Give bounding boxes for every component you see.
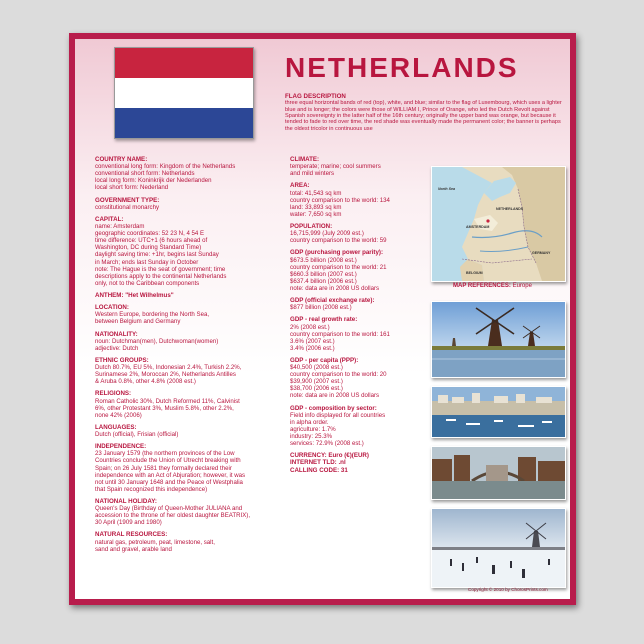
fact-label: LANGUAGES: [95, 423, 137, 431]
fact-text: temperate; marine; cool summers and mild winters [290, 163, 381, 178]
fact-label: GDP - composition by sector: [290, 404, 377, 412]
fact-section [95, 443, 279, 493]
fact-label: LOCATION: [95, 304, 129, 312]
flag-description-label: FLAG DESCRIPTION [285, 93, 346, 100]
fact-section [290, 156, 427, 177]
fact-label: GDP - per capita (PPP): [290, 356, 359, 364]
fact-label: NATIONAL HOLIDAY: [95, 497, 157, 505]
flag-band-red [115, 48, 253, 78]
flag-band-blue [115, 108, 253, 138]
fact-label: CLIMATE: [290, 156, 320, 163]
fact-text: Field info displayed for all countries in alpha order. agriculture: 1.7% industry: 25.3% services: 72.9% (2008 est.) [290, 411, 386, 448]
map-label-germany: GERMANY [532, 251, 551, 255]
fact-text: 23 January 1579 (the northern provinces of the Low Countries conclude the Union of Utrecht breaking with Spain; on 26 July 1581 they formally declared their independence with an Act of Abjuration; however, it was not until 30 January 1648 and the Peace of Westphalia that Spain recognized this independence) [95, 450, 246, 493]
map-references-label: MAP REFERENCES: [453, 283, 511, 289]
fact-text: Dutch 80.7%, EU 5%, Indonesian 2.4%, Turkish 2.2%, Surinamese 2%, Moroccan 2%, Netherlands Antilles & Aruba 0.8%, other 4.8% (2008 est.) [95, 364, 242, 386]
fact-section [290, 249, 427, 292]
map-references-value: Europe [512, 283, 532, 289]
page-title: NETHERLANDS [285, 52, 519, 83]
fact-section [95, 498, 279, 526]
fact-section [290, 405, 427, 448]
fact-section [290, 297, 427, 311]
poster-frame [69, 33, 576, 605]
fact-section [95, 292, 279, 299]
fact-text: $877 billion (2008 est.) [290, 304, 352, 312]
fact-section [95, 390, 279, 418]
fact-label: NATURAL RESOURCES: [95, 531, 168, 539]
fact-section [95, 216, 279, 287]
fact-section [95, 197, 279, 211]
fact-label: AREA: [290, 182, 310, 190]
fact-section [95, 531, 279, 552]
fact-section [290, 182, 427, 218]
canal-town-photo [431, 446, 566, 500]
fact-text: constitutional monarchy [95, 203, 160, 211]
fact-label: NATIONALITY: [95, 330, 138, 338]
fact-text: 2% (2008 est.) country comparison to the world: 161 3.6% (2007 est.) 3.4% (2006 est.) [290, 323, 390, 352]
fact-section [290, 223, 427, 244]
fact-text: noun: Dutchman(men), Dutchwoman(women) adjective: Dutch [95, 337, 219, 352]
left-column [95, 156, 279, 596]
flag-band-white [115, 78, 253, 108]
fact-section [290, 357, 427, 400]
fact-text: total: 41,543 sq km country comparison to the world: 134 land: 33,893 sq km water: 7,650 sq km [290, 189, 390, 218]
fact-label: GDP (purchasing power parity): [290, 249, 384, 257]
fact-label: ANTHEM: "Het Wilhelmus" [95, 291, 174, 299]
windmills-photo [431, 301, 566, 378]
fact-label: GDP - real growth rate: [290, 316, 358, 324]
harbor-photo [431, 386, 566, 438]
fact-text: Roman Catholic 30%, Dutch Reformed 11%, Calvinist 6%, other Protestant 3%, Muslim 5.8%, other 2.2%, none 42% (2006) [95, 397, 240, 419]
fact-text: natural gas, petroleum, peat, limestone, salt, sand and gravel, arable land [95, 538, 215, 553]
map-label-netherlands: NETHERLANDS [496, 207, 524, 211]
map-label-belgium: BELGIUM [466, 271, 483, 275]
fact-text: Western Europe, bordering the North Sea, between Belgium and Germany [95, 311, 210, 326]
fact-label: GOVERNMENT TYPE: [95, 196, 160, 204]
flag-description [285, 93, 565, 137]
fact-section [95, 424, 279, 438]
fact-label: POPULATION: [290, 222, 333, 230]
fact-text: $40,500 (2008 est.) country comparison to the world: 20 $39,900 (2007 est.) $38,700 (2006 est.) note: data are in 2008 US dollars [290, 364, 387, 400]
fact-label: RELIGIONS: [95, 390, 132, 398]
middle-column [290, 156, 427, 596]
fact-section [290, 452, 427, 474]
copyright-notice: Copyright © 2010 by ChorosPrints.com [468, 587, 548, 592]
fact-section [95, 156, 279, 192]
fact-label: ETHNIC GROUPS: [95, 356, 149, 364]
map-references [453, 283, 532, 289]
poster-panel [75, 39, 570, 599]
fact-text: Queen's Day (Birthday of Queen-Mother JULIANA and accession to the throne of her oldest daughter BEATRIX), 30 April (1909 and 1980) [95, 505, 251, 527]
fact-text: Dutch (official), Frisian (official) [95, 431, 179, 439]
fact-label: CAPITAL: [95, 215, 124, 223]
fact-section [95, 331, 279, 352]
fact-section [95, 304, 279, 325]
fact-label: GDP (official exchange rate): [290, 297, 375, 305]
fact-label: COUNTRY NAME: [95, 156, 148, 163]
fact-text: conventional long form: Kingdom of the Netherlands conventional short form: Netherlands local long form: Koninkrijk der Nederlanden local short form: Nederland [95, 163, 236, 192]
netherlands-flag-icon [114, 47, 254, 139]
map-label-north-sea: North Sea [438, 187, 455, 191]
winter-skating-photo [431, 508, 566, 588]
fact-section [95, 357, 279, 385]
fact-text: 16,715,999 (July 2009 est.) country comparison to the world: 59 [290, 230, 387, 245]
map-label-amsterdam: AMSTERDAM [466, 225, 490, 229]
fact-section [290, 316, 427, 352]
fact-text: $673.5 billion (2008 est.) country comparison to the world: 21 $660.3 billion (2007 est.) $637.4 billion (2006 est.) note: data are in 2008 US dollars [290, 256, 387, 292]
flag-description-text: three equal horizontal bands of red (top), white, and blue; similar to the flag of Luxembourg, which uses a lighter blue and is longer; the colors were those of WILLIAM I, Prince of Orange, who led the Dutch Revolt against Spanish sovereignty in the latter half of the 16th century; originally the upper band was orange, but because it tended to fade to red over time, the red shade was eventually made the permanent color; the banner is perhaps the oldest tricolor in continuous use [285, 100, 562, 132]
map-labels [432, 167, 565, 281]
fact-label: INDEPENDENCE: [95, 443, 147, 451]
country-map [431, 166, 566, 282]
fact-label: CURRENCY: Euro (€)(EUR) INTERNET TLD: .nl CALLING CODE: 31 [290, 452, 369, 474]
fact-text: name: Amsterdam geographic coordinates: 52 23 N, 4 54 E time difference: UTC+1 (6 hours ahead of Washington, DC during Standard Time) daylight saving time: +1hr, begins last Sunday in March; ends last Sunday in October note: The Hague is the seat of government; time descriptions apply to the continental Netherlands only, not to the Caribbean components [95, 223, 227, 287]
